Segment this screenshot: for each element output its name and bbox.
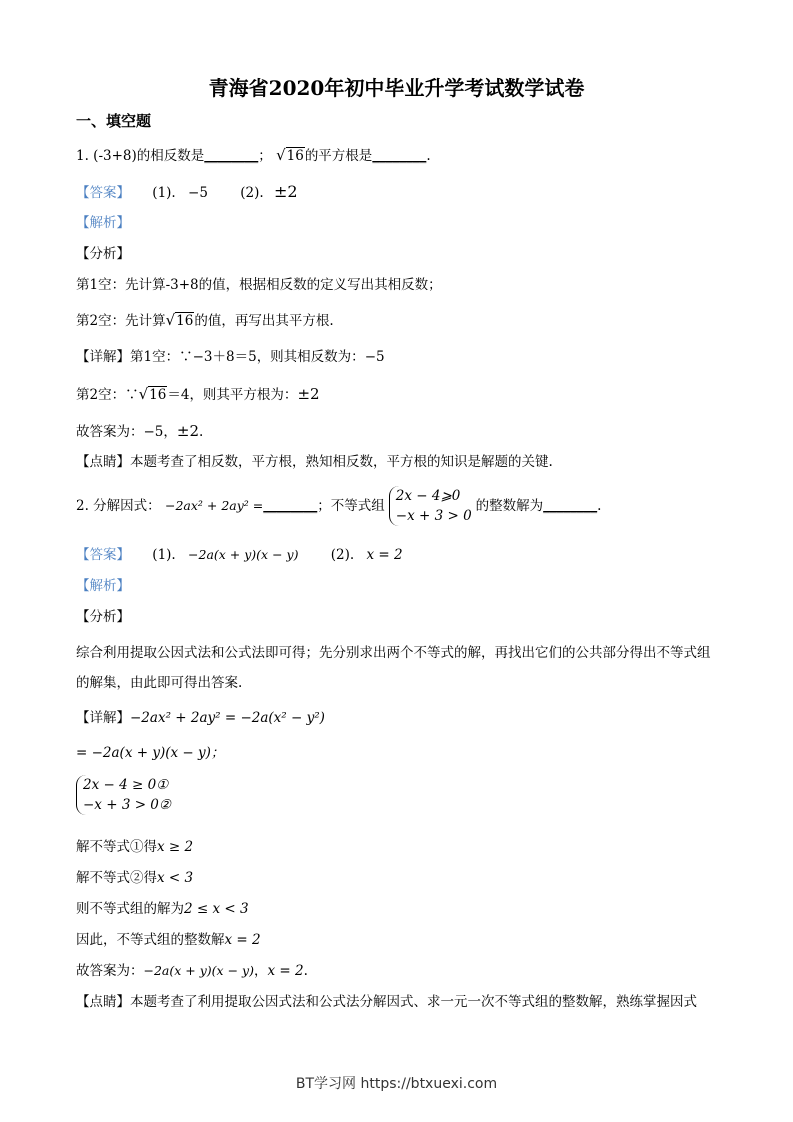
q2-stem-b: ；不等式组 (317, 498, 385, 514)
q2-dianjing: 【点睛】本题考查了利用提取公因式法和公式法分解因式、求一元一次不等式组的整数解，熟练掌握因式 (76, 994, 697, 1010)
sqrt-symbol-icon: √ (138, 385, 149, 403)
q1-l5-end: . (199, 424, 204, 440)
q2-inequality-1: 2x − 4⩾0 (395, 488, 461, 504)
q2-l7-math: x = 2 (224, 932, 261, 948)
page-title: 青海省2020年初中毕业升学考试数学试卷 (208, 76, 585, 100)
q2-stem-c: 的整数解为 (475, 498, 544, 514)
q2-detail-line-2 (76, 743, 224, 763)
q2-l5-math: x < 3 (157, 870, 194, 886)
q1-l5-value-2: ±2 (176, 422, 200, 440)
answer-part-1-label: (1). (152, 185, 176, 201)
q2-l7-text: 因此，不等式组的整数解 (76, 932, 225, 948)
q1-stem-a: 1. (-3+8)的相反数是 (76, 148, 205, 164)
q2-l6-math: 2 ≤ x < 3 (184, 901, 249, 917)
q2-analysis: 综合利用提取公因式法和公式法即可得；先分别求出两个不等式的解，再找出它们的公共部分得出不等式组的解集，由此即可得出答案. (76, 645, 711, 691)
q2-solution-set (76, 899, 249, 919)
q1-l2-text-a: 第2空：先计算 (76, 313, 166, 329)
q1-jiexi-tag: 【解析】 (76, 215, 130, 231)
section-heading: 一、填空题 (76, 112, 152, 130)
sqrt-symbol-icon: √ (165, 311, 176, 329)
q1-analysis-line-1: 第1空：先计算-3+8的值，根据相反数的定义写出其相反数； (76, 277, 442, 293)
q2-l2-text: 【详解】 (76, 710, 130, 726)
q2-l8-value-2: x = 2 (267, 963, 304, 979)
q1-analysis-line-2 (76, 310, 334, 331)
q2-system-brace (76, 775, 171, 815)
q2-detail-line-1 (76, 708, 325, 728)
q2-solve-2 (76, 868, 193, 888)
q1-l2-radicand: 16 (176, 313, 194, 329)
q2-expression: −2ax² + 2ay² = (164, 498, 264, 513)
q2-system-line-1: 2x − 4 ≥ 0① (83, 777, 169, 793)
q2-solve-1 (76, 837, 193, 857)
q2-l3-math: = −2a(x + y)(x − y)； (76, 745, 225, 761)
question-1 (76, 145, 431, 166)
q2-l2-math: −2ax² + 2ay² = −2a(x² − y²) (130, 710, 325, 726)
q1-l4-text-b: ，则其平方根为： (189, 387, 298, 403)
answer-part-1-value: −5 (188, 185, 208, 201)
q1-l3-text-b: ，则其相反数为： (256, 349, 365, 365)
q2-l8-sep: ， (253, 963, 268, 979)
q1-l5-text-a: 故答案为： (76, 424, 144, 440)
q1-l3-text-a: 【详解】第1空：∵ (76, 349, 193, 365)
q2-l8-value-1: −2a(x + y)(x − y) (143, 963, 254, 978)
q1-l4-math: ＝4 (167, 387, 190, 403)
q2-jiexi-tag: 【解析】 (76, 578, 130, 594)
q2-fenxi-tag: 【分析】 (76, 609, 130, 625)
q2-l5-text: 解不等式②得 (76, 870, 157, 886)
q1-l4-radicand: 16 (149, 387, 167, 403)
q1-blank-1: ________ (204, 148, 259, 164)
q1-fenxi-tag: 【分析】 (76, 246, 130, 262)
q1-l5-sep: ， (163, 424, 177, 440)
q1-dianjing: 【点睛】本题考查了相反数，平方根，熟知相反数，平方根的知识是解题的关键. (76, 454, 553, 470)
q2-blank-2: ________ (543, 498, 598, 514)
answer-tag: 【答案】 (76, 185, 130, 201)
q2-inequality-2: −x + 3 > 0 (395, 508, 472, 524)
q1-stem-d: . (426, 148, 431, 164)
q2-l4-text: 解不等式①得 (76, 839, 157, 855)
q1-blank-2: ________ (372, 148, 427, 164)
q1-radicand: 16 (286, 148, 304, 164)
answer-part-2-value: ±2 (273, 182, 298, 201)
q2-stem-d: . (597, 498, 602, 514)
q2-system-line-2: −x + 3 > 0② (83, 797, 171, 813)
answer-part-2-label: (2). (330, 547, 355, 563)
answer-part-2-label: (2). (240, 185, 264, 201)
q2-system (76, 775, 171, 815)
q2-blank-1: ________ (263, 498, 318, 514)
q2-l8-end: . (303, 963, 308, 979)
q2-l8-text: 故答案为： (76, 963, 144, 979)
q1-detail-line-1 (76, 347, 385, 367)
q1-l4-text-a: 第2空：∵ (76, 387, 139, 403)
answer-tag: 【答案】 (76, 547, 130, 563)
q1-l2-text-b: 的值，再写出其平方根. (194, 313, 334, 329)
q2-integer-solution (76, 930, 261, 950)
q2-answer (76, 545, 403, 565)
q1-answer (76, 182, 298, 203)
answer-part-1-value: −2a(x + y)(x − y) (188, 547, 299, 562)
q2-conclusion (76, 961, 308, 981)
q1-l4-value: ±2 (297, 385, 320, 403)
q1-stem-b: ； (258, 148, 272, 164)
q1-stem-c: 的平方根是 (304, 148, 373, 164)
sqrt-symbol-icon: √ (276, 146, 286, 164)
q2-l4-math: x ≥ 2 (157, 839, 194, 855)
answer-part-1-label: (1). (152, 547, 176, 563)
q2-stem-a: 2. 分解因式： (76, 498, 161, 514)
q1-l5-value-1: −5 (143, 424, 164, 440)
q1-detail-line-2 (76, 384, 320, 405)
question-2 (76, 486, 601, 526)
answer-part-2-value: x = 2 (366, 547, 403, 563)
page-footer: BT学习网 https://btxuexi.com (295, 1076, 498, 1092)
q2-inequality-system (389, 486, 472, 526)
q2-l6-text: 则不等式组的解为 (76, 901, 184, 917)
q1-l3-math: −3＋8＝5 (192, 349, 257, 365)
q1-conclusion (76, 421, 203, 442)
q1-l3-value: −5 (364, 349, 385, 365)
